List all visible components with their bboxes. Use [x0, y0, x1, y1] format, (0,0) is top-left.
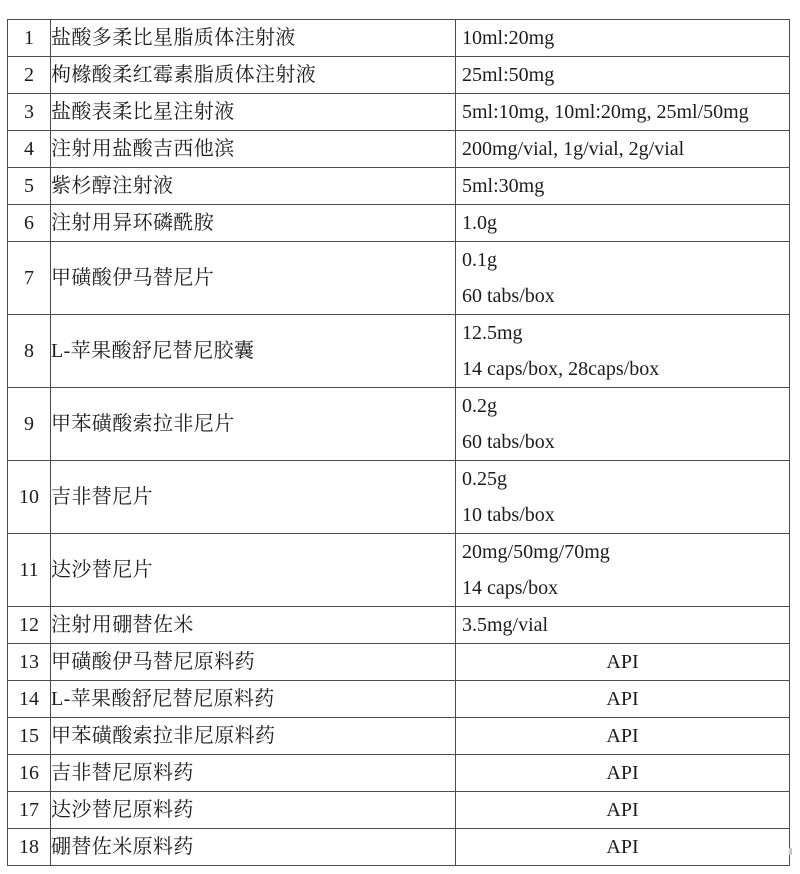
scan-artifact-mark — [789, 848, 792, 855]
table-row — [8, 607, 790, 644]
row-number: 17 — [8, 792, 51, 829]
spec-line: API — [606, 762, 639, 784]
table-row — [8, 644, 790, 681]
row-number: 7 — [8, 242, 51, 315]
product-spec — [456, 94, 790, 131]
spec-line: API — [606, 725, 639, 747]
product-spec — [456, 644, 790, 681]
product-name: 盐酸多柔比星脂质体注射液 — [51, 20, 456, 57]
row-number: 12 — [8, 607, 51, 644]
row-number: 15 — [8, 718, 51, 755]
row-number: 9 — [8, 388, 51, 461]
spec-line: 200mg/vial, 1g/vial, 2g/vial — [462, 138, 685, 160]
product-spec — [456, 607, 790, 644]
table-row — [8, 315, 790, 388]
spec-line: 0.25g — [462, 468, 507, 490]
product-name: 达沙替尼原料药 — [51, 792, 456, 829]
row-number: 5 — [8, 168, 51, 205]
product-name: 枸橼酸柔红霉素脂质体注射液 — [51, 57, 456, 94]
table-row — [8, 94, 790, 131]
product-spec — [456, 168, 790, 205]
product-name: 注射用硼替佐米 — [51, 607, 456, 644]
table-row — [8, 534, 790, 607]
table-row — [8, 242, 790, 315]
table-row — [8, 388, 790, 461]
table-row — [8, 20, 790, 57]
table-row — [8, 792, 790, 829]
spec-line: 5ml:10mg, 10ml:20mg, 25ml/50mg — [462, 101, 749, 123]
product-spec — [456, 755, 790, 792]
product-name: 甲苯磺酸索拉非尼片 — [51, 388, 456, 461]
spec-line: 14 caps/box, 28caps/box — [462, 358, 660, 380]
table-row — [8, 168, 790, 205]
spec-line: 0.2g — [462, 395, 497, 417]
product-spec — [456, 205, 790, 242]
product-spec — [456, 461, 790, 534]
table-row — [8, 681, 790, 718]
row-number: 13 — [8, 644, 51, 681]
product-spec — [456, 57, 790, 94]
spec-line: 3.5mg/vial — [462, 614, 549, 636]
product-name: 硼替佐米原料药 — [51, 829, 456, 866]
spec-line: API — [606, 651, 639, 673]
spec-line: 25ml:50mg — [462, 64, 555, 86]
table-row — [8, 205, 790, 242]
product-name: 紫杉醇注射液 — [51, 168, 456, 205]
product-spec-table — [7, 19, 790, 866]
table-row — [8, 57, 790, 94]
product-name: 注射用异环磷酰胺 — [51, 205, 456, 242]
row-number: 10 — [8, 461, 51, 534]
product-name: L-苹果酸舒尼替尼原料药 — [51, 681, 456, 718]
row-number: 3 — [8, 94, 51, 131]
row-number: 11 — [8, 534, 51, 607]
spec-line: 14 caps/box — [462, 577, 559, 599]
product-name: 吉非替尼原料药 — [51, 755, 456, 792]
spec-line: 5ml:30mg — [462, 175, 545, 197]
product-name: 达沙替尼片 — [51, 534, 456, 607]
table-row — [8, 718, 790, 755]
row-number: 4 — [8, 131, 51, 168]
spec-line: API — [606, 688, 639, 710]
product-spec — [456, 242, 790, 315]
spec-line: 60 tabs/box — [462, 431, 555, 453]
row-number: 1 — [8, 20, 51, 57]
product-name: L-苹果酸舒尼替尼胶囊 — [51, 315, 456, 388]
spec-line: 20mg/50mg/70mg — [462, 541, 610, 563]
spec-line: 10 tabs/box — [462, 504, 555, 526]
product-name: 盐酸表柔比星注射液 — [51, 94, 456, 131]
product-spec — [456, 718, 790, 755]
product-name: 注射用盐酸吉西他滨 — [51, 131, 456, 168]
spec-line: 0.1g — [462, 249, 497, 271]
row-number: 14 — [8, 681, 51, 718]
table-row — [8, 829, 790, 866]
spec-line: API — [606, 799, 639, 821]
product-spec — [456, 829, 790, 866]
product-spec — [456, 131, 790, 168]
product-spec — [456, 315, 790, 388]
spec-line: 10ml:20mg — [462, 27, 555, 49]
table-row — [8, 461, 790, 534]
product-name: 甲苯磺酸索拉非尼原料药 — [51, 718, 456, 755]
product-spec — [456, 792, 790, 829]
product-spec — [456, 20, 790, 57]
product-spec — [456, 681, 790, 718]
row-number: 6 — [8, 205, 51, 242]
spec-line: 1.0g — [462, 212, 497, 234]
product-spec — [456, 534, 790, 607]
row-number: 2 — [8, 57, 51, 94]
row-number: 8 — [8, 315, 51, 388]
row-number: 16 — [8, 755, 51, 792]
product-name: 吉非替尼片 — [51, 461, 456, 534]
table-row — [8, 131, 790, 168]
product-name: 甲磺酸伊马替尼原料药 — [51, 644, 456, 681]
spec-line: API — [606, 836, 639, 858]
spec-line: 60 tabs/box — [462, 285, 555, 307]
spec-line: 12.5mg — [462, 322, 523, 344]
row-number: 18 — [8, 829, 51, 866]
table-row — [8, 755, 790, 792]
product-name: 甲磺酸伊马替尼片 — [51, 242, 456, 315]
product-spec — [456, 388, 790, 461]
